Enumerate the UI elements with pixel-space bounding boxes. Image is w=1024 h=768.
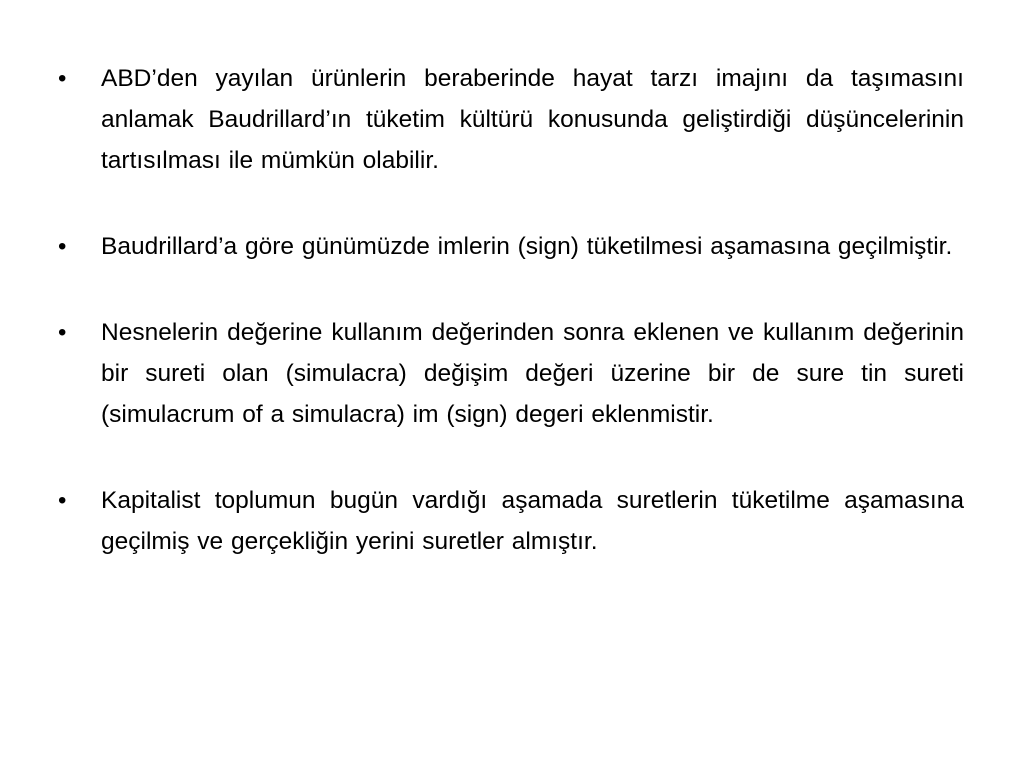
bullet-item bbox=[58, 58, 964, 181]
bullet-marker: • bbox=[58, 65, 67, 92]
bullet-item bbox=[58, 226, 964, 267]
bullet-item bbox=[58, 312, 964, 435]
bullet-text: Baudrillard’a göre günümüzde imlerin (sign) tüketilmesi aşamasına geçilmiştir. bbox=[101, 233, 953, 260]
bullet-marker: • bbox=[58, 319, 67, 346]
bullet-text: Kapitalist toplumun bugün vardığı aşamada suretlerin tüketilme aşamasına geçilmiş ve gerçekliğin yerini suretler almıştır. bbox=[101, 487, 964, 555]
bullet-marker: • bbox=[58, 233, 67, 260]
bullet-text: ABD’den yayılan ürünlerin beraberinde hayat tarzı imajını da taşımasını anlamak Baudrillard’ın tüketim kültürü konusunda geliştirdiği düşüncelerinin tartısılması ile mümkün olabilir. bbox=[101, 65, 964, 174]
bullet-list bbox=[58, 58, 964, 562]
bullet-text: Nesnelerin değerine kullanım değerinden sonra eklenen ve kullanım değerinin bir sureti olan (simulacra) değişim değeri üzerine bir de sure tin sureti (simulacrum of a simulacra) im (sign) degeri eklenmistir. bbox=[101, 319, 964, 428]
bullet-marker: • bbox=[58, 487, 67, 514]
bullet-item bbox=[58, 480, 964, 562]
